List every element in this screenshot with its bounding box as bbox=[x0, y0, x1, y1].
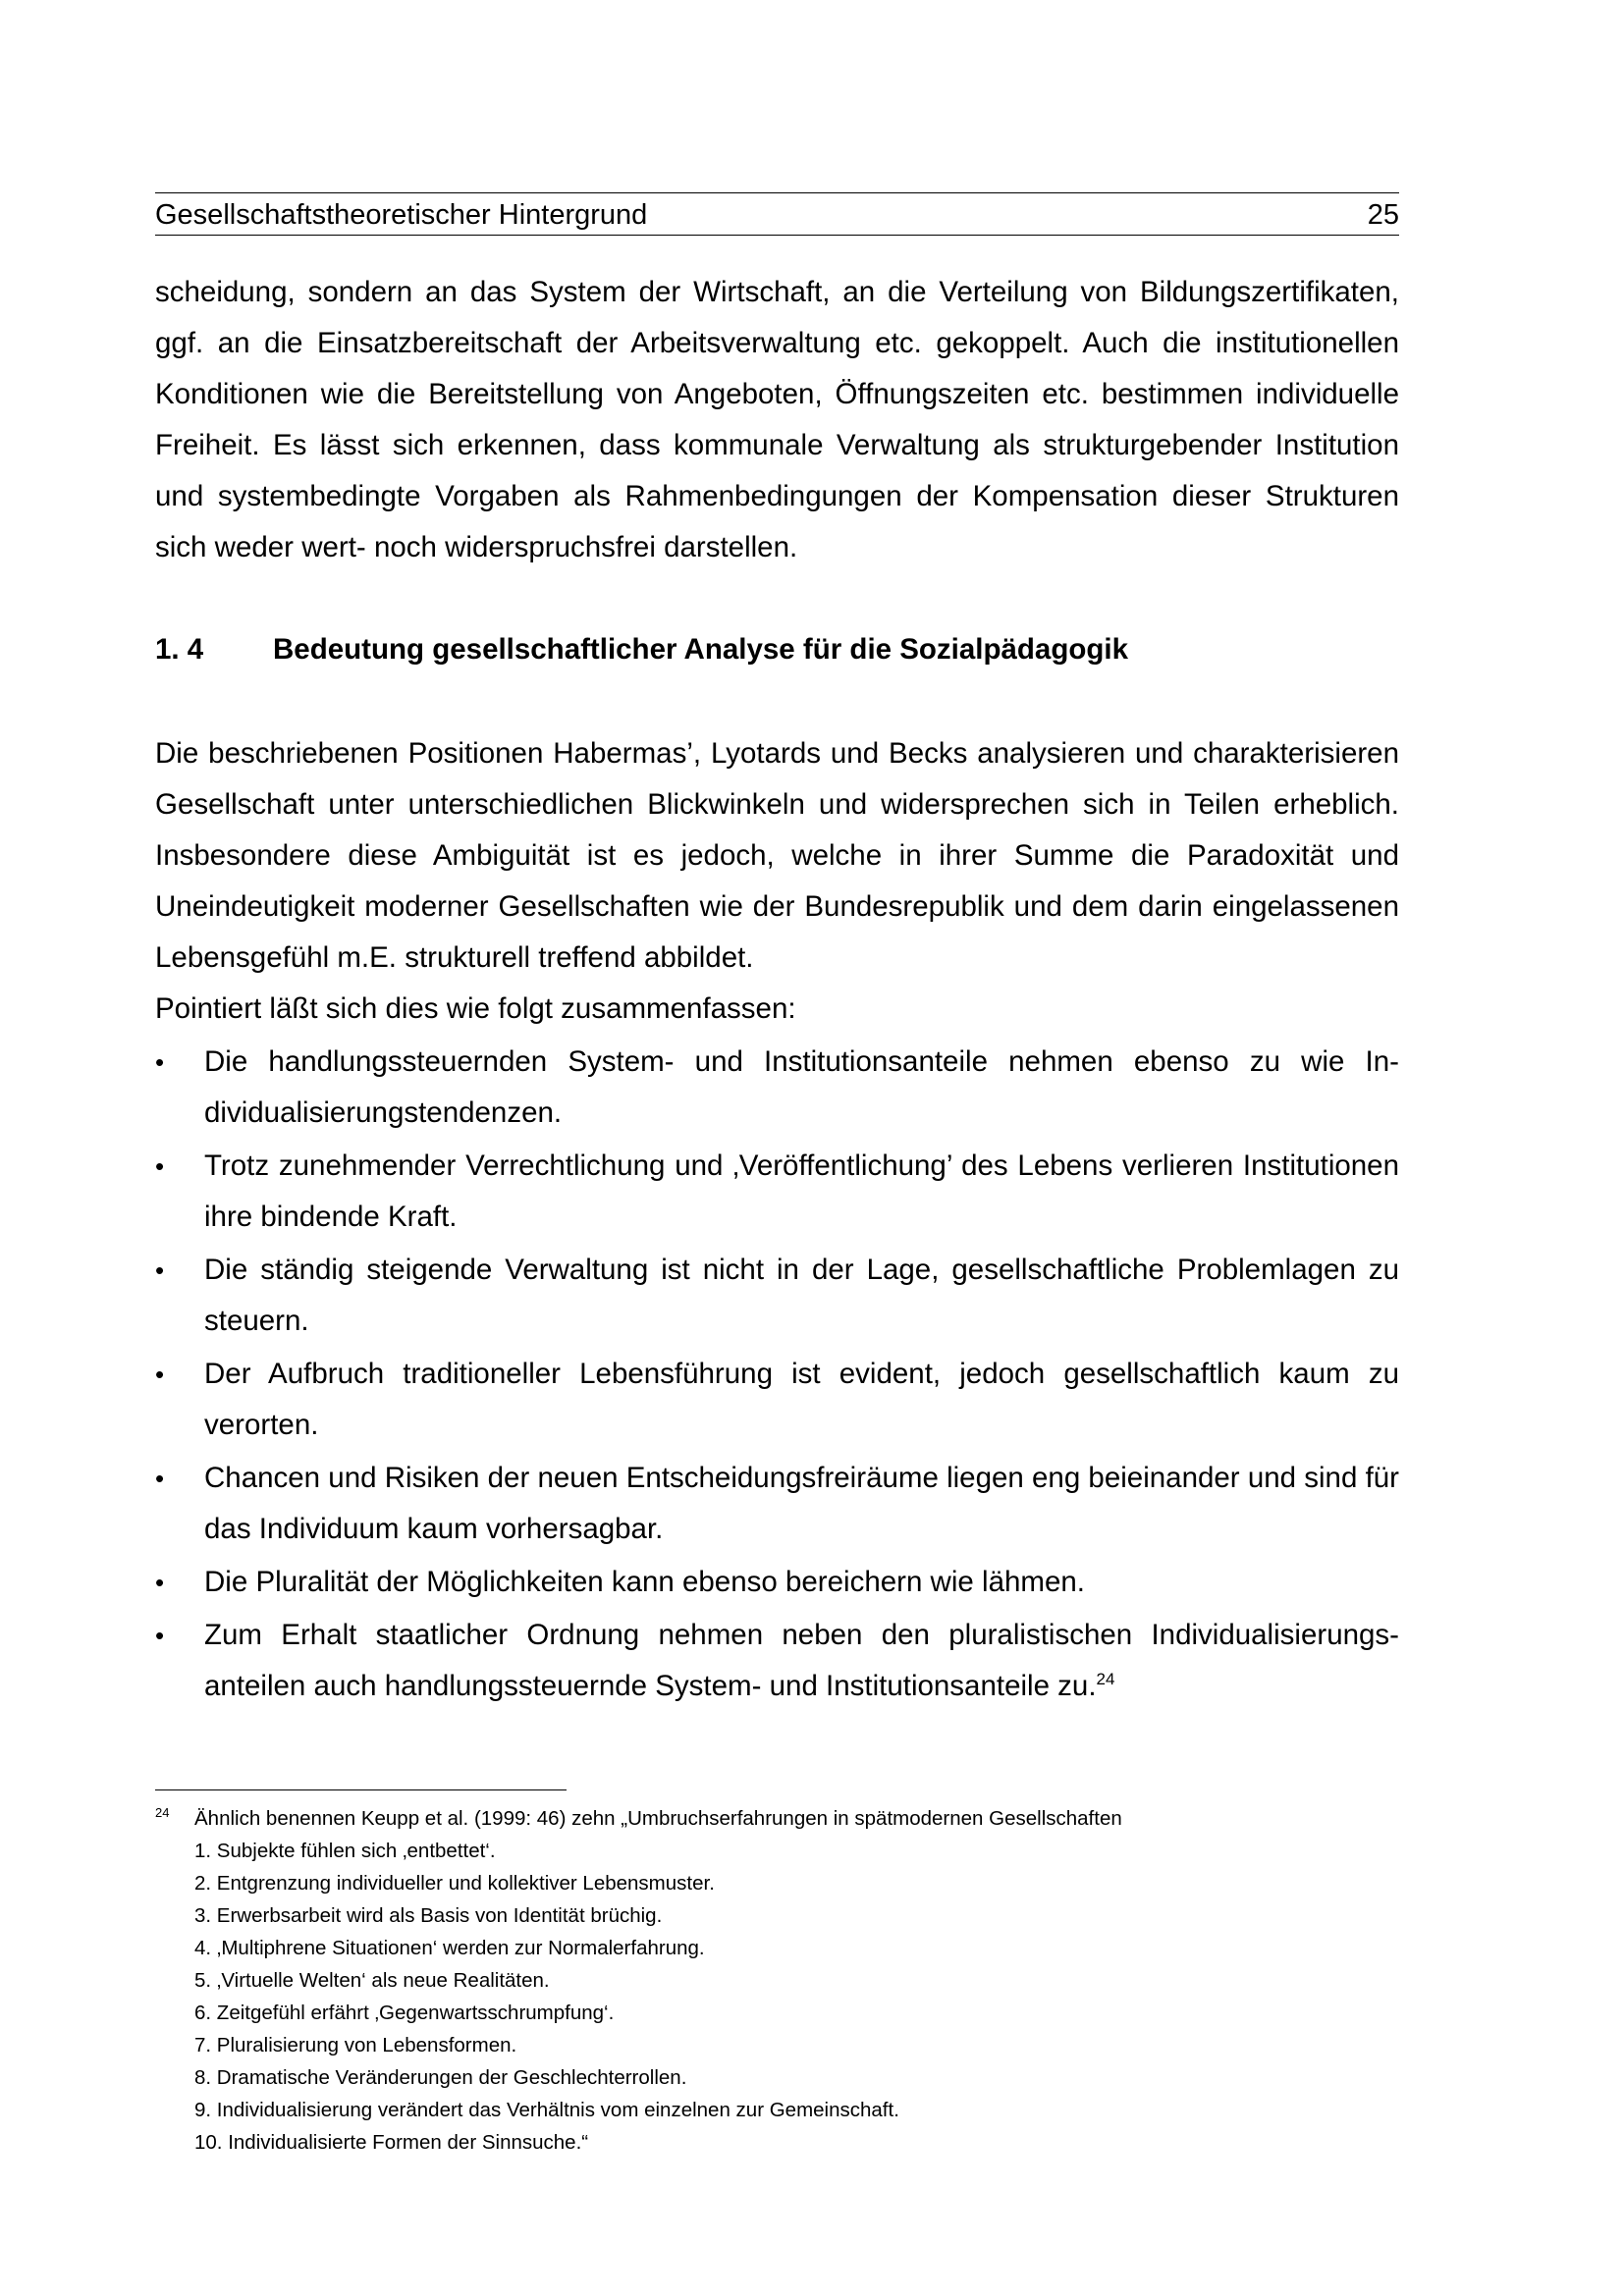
footnote-list-item: 7. Pluralisierung von Lebensformen. bbox=[194, 2034, 517, 2056]
section-number: 1. 4 bbox=[155, 633, 204, 666]
footnote-list-item: 1. Subjekte fühlen sich ‚entbettet‘. bbox=[194, 1840, 496, 1862]
list-item bbox=[155, 1349, 1399, 1451]
footnote-list bbox=[155, 1835, 1399, 2159]
list-item bbox=[155, 1557, 1399, 1608]
footnote-separator bbox=[155, 1789, 567, 1790]
list-item-text: Chancen und Risiken der neuen Entscheidungsfreiräume liegen eng beieinander und sind für das Individuum kaum vorhersagbar. bbox=[204, 1462, 1399, 1545]
footnote-24 bbox=[155, 1802, 1399, 2159]
section-title: Bedeutung gesellschaftlicher Analyse für die Sozialpädagogik bbox=[273, 633, 1128, 666]
footnote-list-item: 10. Individualisierte Formen der Sinnsuche.“ bbox=[194, 2131, 589, 2154]
footnote-list-item: 2. Entgrenzung individueller und kollektiver Lebensmuster. bbox=[194, 1872, 715, 1895]
list-item-text: Zum Erhalt staatlicher Ordnung nehmen neben den pluralistischen Individualisierungsanteilen auch handlungssteuernde System- und Institutionsanteile zu. bbox=[204, 1619, 1399, 1702]
footnote-reference[interactable]: 24 bbox=[1096, 1670, 1115, 1689]
paragraph-positions: Die beschriebenen Positionen Habermas’, Lyotards und Becks analysieren und charakterisieren Gesellschaft unter unterschiedlichen Blickwinkeln und widersprechen sich in Teilen erheblich. Insbesondere diese Ambiguität ist es jedoch, welche in ihrer Summe die Paradoxität und Uneindeutigkeit moderner Gesellschaften wie der Bundesrepublik und dem darin eingelassenen Lebensgefühl m.E. strukturell treffend abbildet. bbox=[155, 737, 1399, 974]
bullet-icon: • bbox=[155, 1047, 165, 1077]
list-item-text: Die Pluralität der Möglichkeiten kann ebenso bereichern wie lähmen. bbox=[204, 1566, 1085, 1598]
list-item-text: Die handlungssteuernden System- und Institutionsanteile nehmen ebenso zu wie Individualisierungstendenzen. bbox=[204, 1045, 1399, 1129]
bullet-icon: • bbox=[155, 1151, 165, 1181]
header-title: Gesellschaftstheoretischer Hintergrund bbox=[155, 198, 648, 231]
paragraph-summary-intro: Pointiert läßt sich dies wie folgt zusammenfassen: bbox=[155, 992, 796, 1025]
list-item bbox=[155, 1610, 1399, 1712]
footnote-list-item: 9. Individualisierung verändert das Verhältnis vom einzelnen zur Gemeinschaft. bbox=[194, 2099, 899, 2121]
list-item-text: Der Aufbruch traditioneller Lebensführung ist evident, jedoch gesellschaftlich kaum zu verorten. bbox=[204, 1358, 1399, 1441]
list-item bbox=[155, 1141, 1399, 1243]
bullet-icon: • bbox=[155, 1255, 165, 1285]
list-item bbox=[155, 1245, 1399, 1347]
bullet-icon: • bbox=[155, 1621, 165, 1650]
list-item bbox=[155, 1037, 1399, 1139]
footnote-list-item: 4. ‚Multiphrene Situationen‘ werden zur Normalerfahrung. bbox=[194, 1937, 705, 1959]
footnote-list-item: 6. Zeitgefühl erfährt ‚Gegenwartsschrumpfung‘. bbox=[194, 2002, 615, 2024]
paragraph-continuation: scheidung, sondern an das System der Wirtschaft, an die Verteilung von Bildungszertifikaten, ggf. an die Einsatzbereitschaft der Arbeitsverwaltung etc. gekoppelt. Auch die institutionellen Konditionen wie die Bereitstellung von Angeboten, Öffnungszeiten etc. bestimmen individuelle Freiheit. Es lässt sich erkennen, dass kommunale Verwaltung als strukturgebender Institution und systembedingte Vorgaben als Rahmenbedingungen der Kompensation dieser Strukturen sich weder wert- noch widerspruchsfrei darstellen. bbox=[155, 276, 1399, 563]
footnote-list-item: 8. Dramatische Veränderungen der Geschlechterrollen. bbox=[194, 2066, 687, 2089]
footnote-list-item: 5. ‚Virtuelle Welten‘ als neue Realitäten. bbox=[194, 1969, 550, 1992]
footnote-list-item: 3. Erwerbsarbeit wird als Basis von Identität brüchig. bbox=[194, 1904, 663, 1927]
bullet-icon: • bbox=[155, 1568, 165, 1597]
running-header bbox=[155, 192, 1399, 236]
list-item bbox=[155, 1453, 1399, 1555]
footnote-intro: Ähnlich benennen Keupp et al. (1999: 46) zehn „Umbruchserfahrungen in spätmodernen Gesellschaften bbox=[194, 1807, 1122, 1830]
list-item-text: Die ständig steigende Verwaltung ist nicht in der Lage, gesellschaftliche Problemlagen zu steuern. bbox=[204, 1254, 1399, 1337]
footnote-mark: 24 bbox=[155, 1805, 170, 1820]
list-item-text: Trotz zunehmender Verrechtlichung und ‚Veröffentlichung’ des Lebens verlieren Institutionen ihre bindende Kraft. bbox=[204, 1149, 1399, 1233]
bullet-icon: • bbox=[155, 1360, 165, 1389]
page-number: 25 bbox=[1367, 198, 1399, 231]
summary-bullet-list bbox=[155, 1037, 1399, 1714]
section-heading bbox=[155, 624, 1399, 675]
bullet-icon: • bbox=[155, 1464, 165, 1493]
